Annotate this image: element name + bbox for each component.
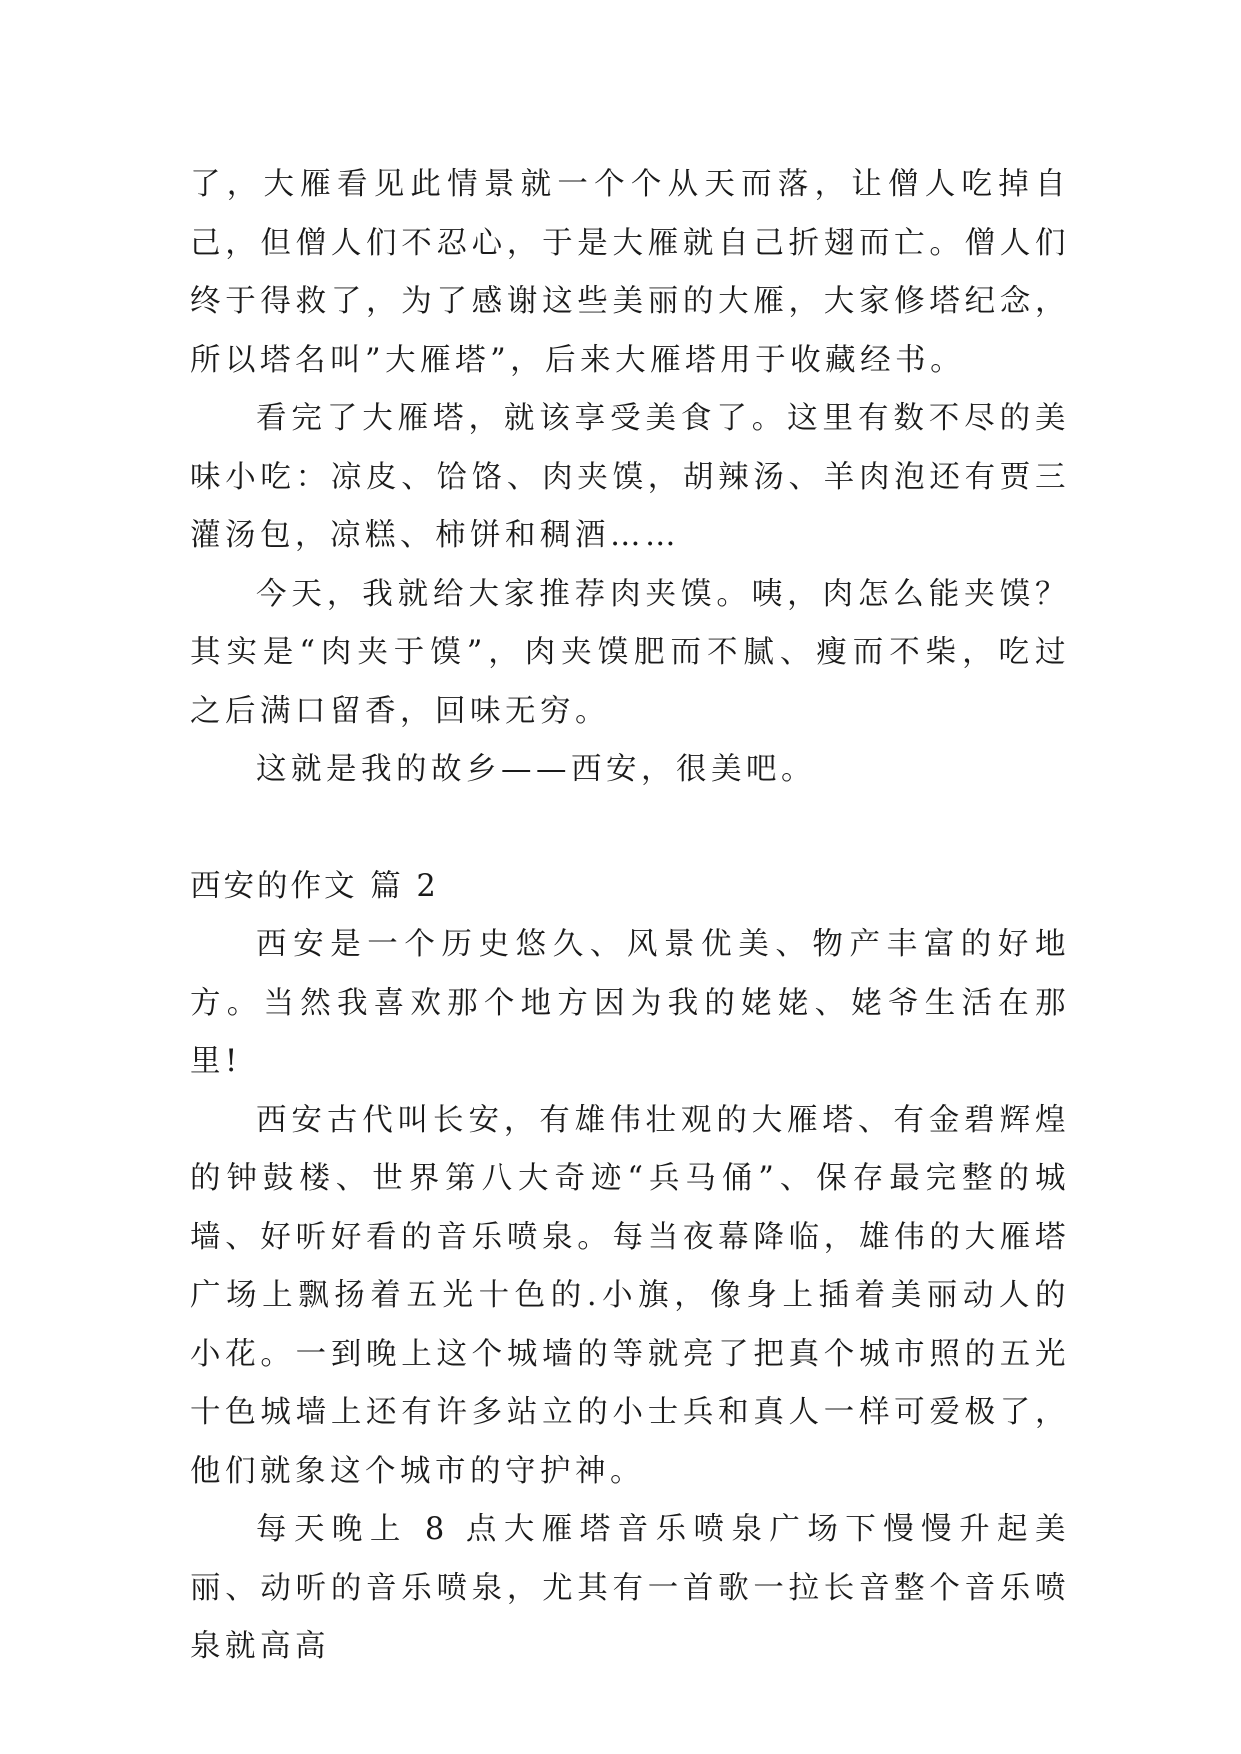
paragraph-xian-intro: 西安是一个历史悠久、风景优美、物产丰富的好地方。当然我喜欢那个地方因为我的姥姥、姥爷生活在那里! bbox=[190, 927, 1070, 1079]
section-heading: 西安的作文 篇 2 bbox=[190, 868, 439, 904]
paragraph-music-fountain: 每天晚上 8 点大雁塔音乐喷泉广场下慢慢升起美丽、动听的音乐喷泉，尤其有一首歌一拉长音整个音乐喷泉就高高 bbox=[190, 1512, 1070, 1664]
paragraph-hometown-closing: 这就是我的故乡——西安，很美吧。 bbox=[256, 752, 816, 787]
paragraph-local-food: 看完了大雁塔，就该享受美食了。这里有数不尽的美味小吃：凉皮、饸饹、肉夹馍，胡辣汤、羊肉泡还有贾三灌汤包，凉糕、柿饼和稠酒…… bbox=[190, 401, 1070, 553]
paragraph-dayanta-legend: 了，大雁看见此情景就一个个从天而落，让僧人吃掉自己，但僧人们不忍心，于是大雁就自己折翅而亡。僧人们终于得救了，为了感谢这些美丽的大雁，大家修塔纪念，所以塔名叫”大雁塔”，后来大雁塔用于收藏经书。 bbox=[190, 167, 1070, 378]
paragraph-xian-landmarks: 西安古代叫长安，有雄伟壮观的大雁塔、有金碧辉煌的钟鼓楼、世界第八大奇迹“兵马俑”、保存最完整的城墙、好听好看的音乐喷泉。每当夜幕降临，雄伟的大雁塔广场上飘扬着五光十色的.小旗，像身上插着美丽动人的小花。一到晚上这个城墙的等就亮了把真个城市照的五光十色城墙上还有许多站立的小士兵和真人一样可爱极了，他们就象这个城市的守护神。 bbox=[190, 1102, 1070, 1489]
document-body bbox=[190, 156, 1070, 1677]
paragraph-roujiamo: 今天，我就给大家推荐肉夹馍。咦，肉怎么能夹馍？其实是“肉夹于馍”，肉夹馍肥而不腻、瘦而不柴，吃过之后满口留香，回味无穷。 bbox=[190, 576, 1070, 729]
